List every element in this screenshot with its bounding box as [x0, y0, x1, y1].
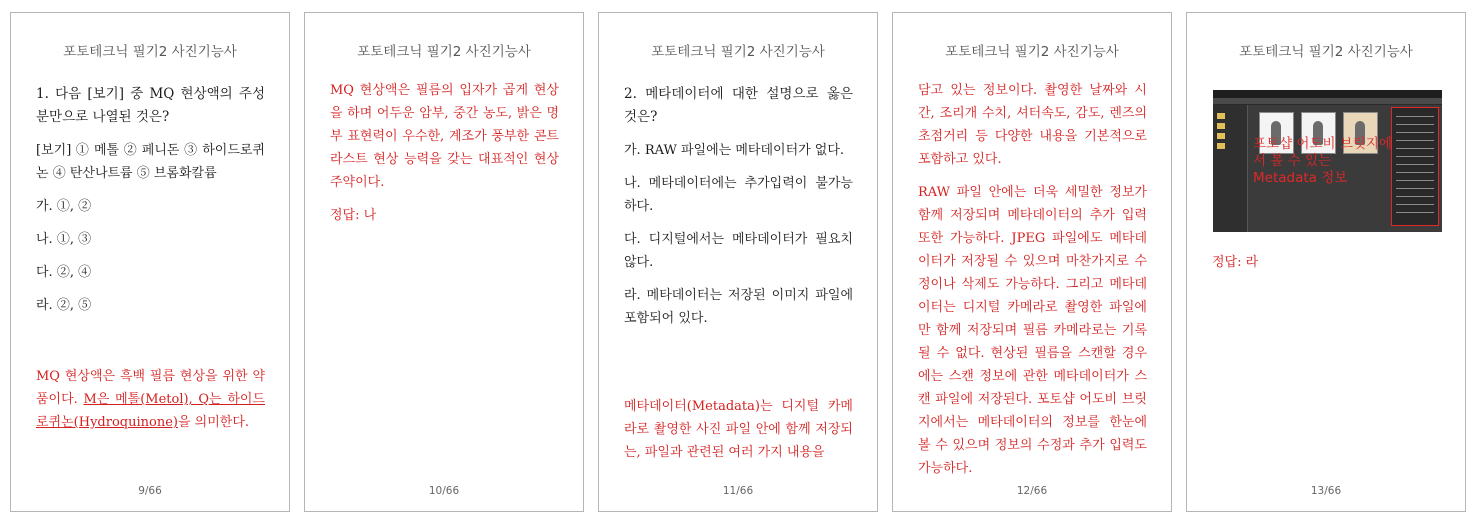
page-header: 포토테크닉 필기2 사진기능사 — [1239, 44, 1413, 60]
folders-panel — [1213, 105, 1248, 232]
photoshop-bridge-image — [1213, 90, 1442, 232]
image-caption: 포토샵 어도비 브릿지에서 볼 수 있는 Metadata 정보 — [1253, 136, 1392, 186]
page-header: 포토테크닉 필기2 사진기능사 — [651, 44, 825, 60]
option-item: 나. 메타데이터에는 추가입력이 불가능하다. — [624, 176, 853, 214]
page-header: 포토테크닉 필기2 사진기능사 — [63, 44, 237, 60]
page-body — [624, 83, 853, 340]
explanation-text: RAW 파일 안에는 더욱 세밀한 정보가 함께 저장되며 메타데이터의 추가 입력 또한 가능하다. JPEG 파일에도 메타데이터가 저장될 수 있으며 마찬가지로 수정이나 삭제도 가능하다. 그리고 메타데이터는 디지털 카메라로 촬영한 파일에만 함께 저장되며 필름 카메라로는 기록될 수 없다. 현상된 필름을 스캔할 경우에는 스캔 정보에 관한 메타데이터가 스캔 파일에 저장된다. 포토샵 어도비 브릿지에서는 메타데이터의 정보를 한눈에 볼 수 있으며 정보의 수정과 추가 입력도 가능하다. — [918, 185, 1147, 476]
page-number: 10/66 — [428, 485, 460, 497]
explanation-text: 을 의미한다. — [177, 415, 250, 430]
slide-page-13 — [1186, 12, 1466, 512]
bridge-screenshot — [1213, 90, 1442, 232]
answer-text: 정답: 라 — [1212, 255, 1259, 270]
explanation-text: MQ 현상액은 필름의 입자가 곱게 현상을 하며 어두운 암부, 중간 농도, 밝은 명부 표현력이 우수한, 계조가 풍부한 콘트라스트 현상 능력을 갖는 대표적인 현상 주약이다. — [330, 83, 559, 190]
page-body — [918, 79, 1147, 490]
explanation-underlined: M은 메톨(Metol), Q는 하이드로퀴논(Hydroquinone) — [36, 392, 265, 430]
page-body — [36, 83, 265, 327]
page-number: 13/66 — [1310, 485, 1342, 497]
example-box: [보기] ① 메톨 ② 페니돈 ③ 하이드로퀴논 ④ 탄산나트륨 ⑤ 브롬화칼륨 — [36, 143, 265, 181]
option-item: 나. ①, ③ — [36, 232, 92, 247]
question-text: 1. 다음 [보기] 중 MQ 현상액의 주성분만으로 나열된 것은? — [36, 86, 265, 125]
page-body — [1212, 251, 1441, 284]
slide-page-9 — [10, 12, 290, 512]
answer-text: 정답: 나 — [330, 208, 377, 223]
slide-page-10 — [304, 12, 584, 512]
page-number: 9/66 — [138, 485, 162, 497]
option-item: 라. 메타데이터는 저장된 이미지 파일에 포함되어 있다. — [624, 288, 853, 326]
explanation-text: 메타데이터(Metadata)는 디지털 카메라로 촬영한 사진 파일 안에 함께 저장되는, 파일과 관련된 여러 가지 내용을 — [624, 399, 853, 460]
slide-page-12 — [892, 12, 1172, 512]
explanation-text: MQ 현상액은 흑백 필름 현상을 위한 약품이다. — [36, 369, 265, 407]
page-header: 포토테크닉 필기2 사진기능사 — [945, 44, 1119, 60]
page-number: 12/66 — [1016, 485, 1048, 497]
explanation-text: 담고 있는 정보이다. 촬영한 날짜와 시간, 조리개 수치, 셔터속도, 감도, 렌즈의 초점거리 등 다양한 내용을 기본적으로 포함하고 있다. — [918, 83, 1147, 167]
question-text: 2. 메타데이터에 대한 설명으로 옳은 것은? — [624, 86, 853, 125]
option-item: 다. 디지털에서는 메타데이터가 필요치 않다. — [624, 232, 853, 270]
page-number: 11/66 — [722, 485, 754, 497]
page-header: 포토테크닉 필기2 사진기능사 — [357, 44, 531, 60]
option-item: 가. RAW 파일에는 메타데이터가 없다. — [624, 143, 845, 158]
option-item: 가. ①, ② — [36, 199, 92, 214]
option-item: 다. ②, ④ — [36, 265, 92, 280]
explanation — [624, 395, 853, 474]
explanation — [36, 365, 265, 444]
page-body — [330, 79, 559, 237]
metadata-panel — [1391, 107, 1439, 226]
slide-page-11 — [598, 12, 878, 512]
option-item: 라. ②, ⑤ — [36, 298, 92, 313]
